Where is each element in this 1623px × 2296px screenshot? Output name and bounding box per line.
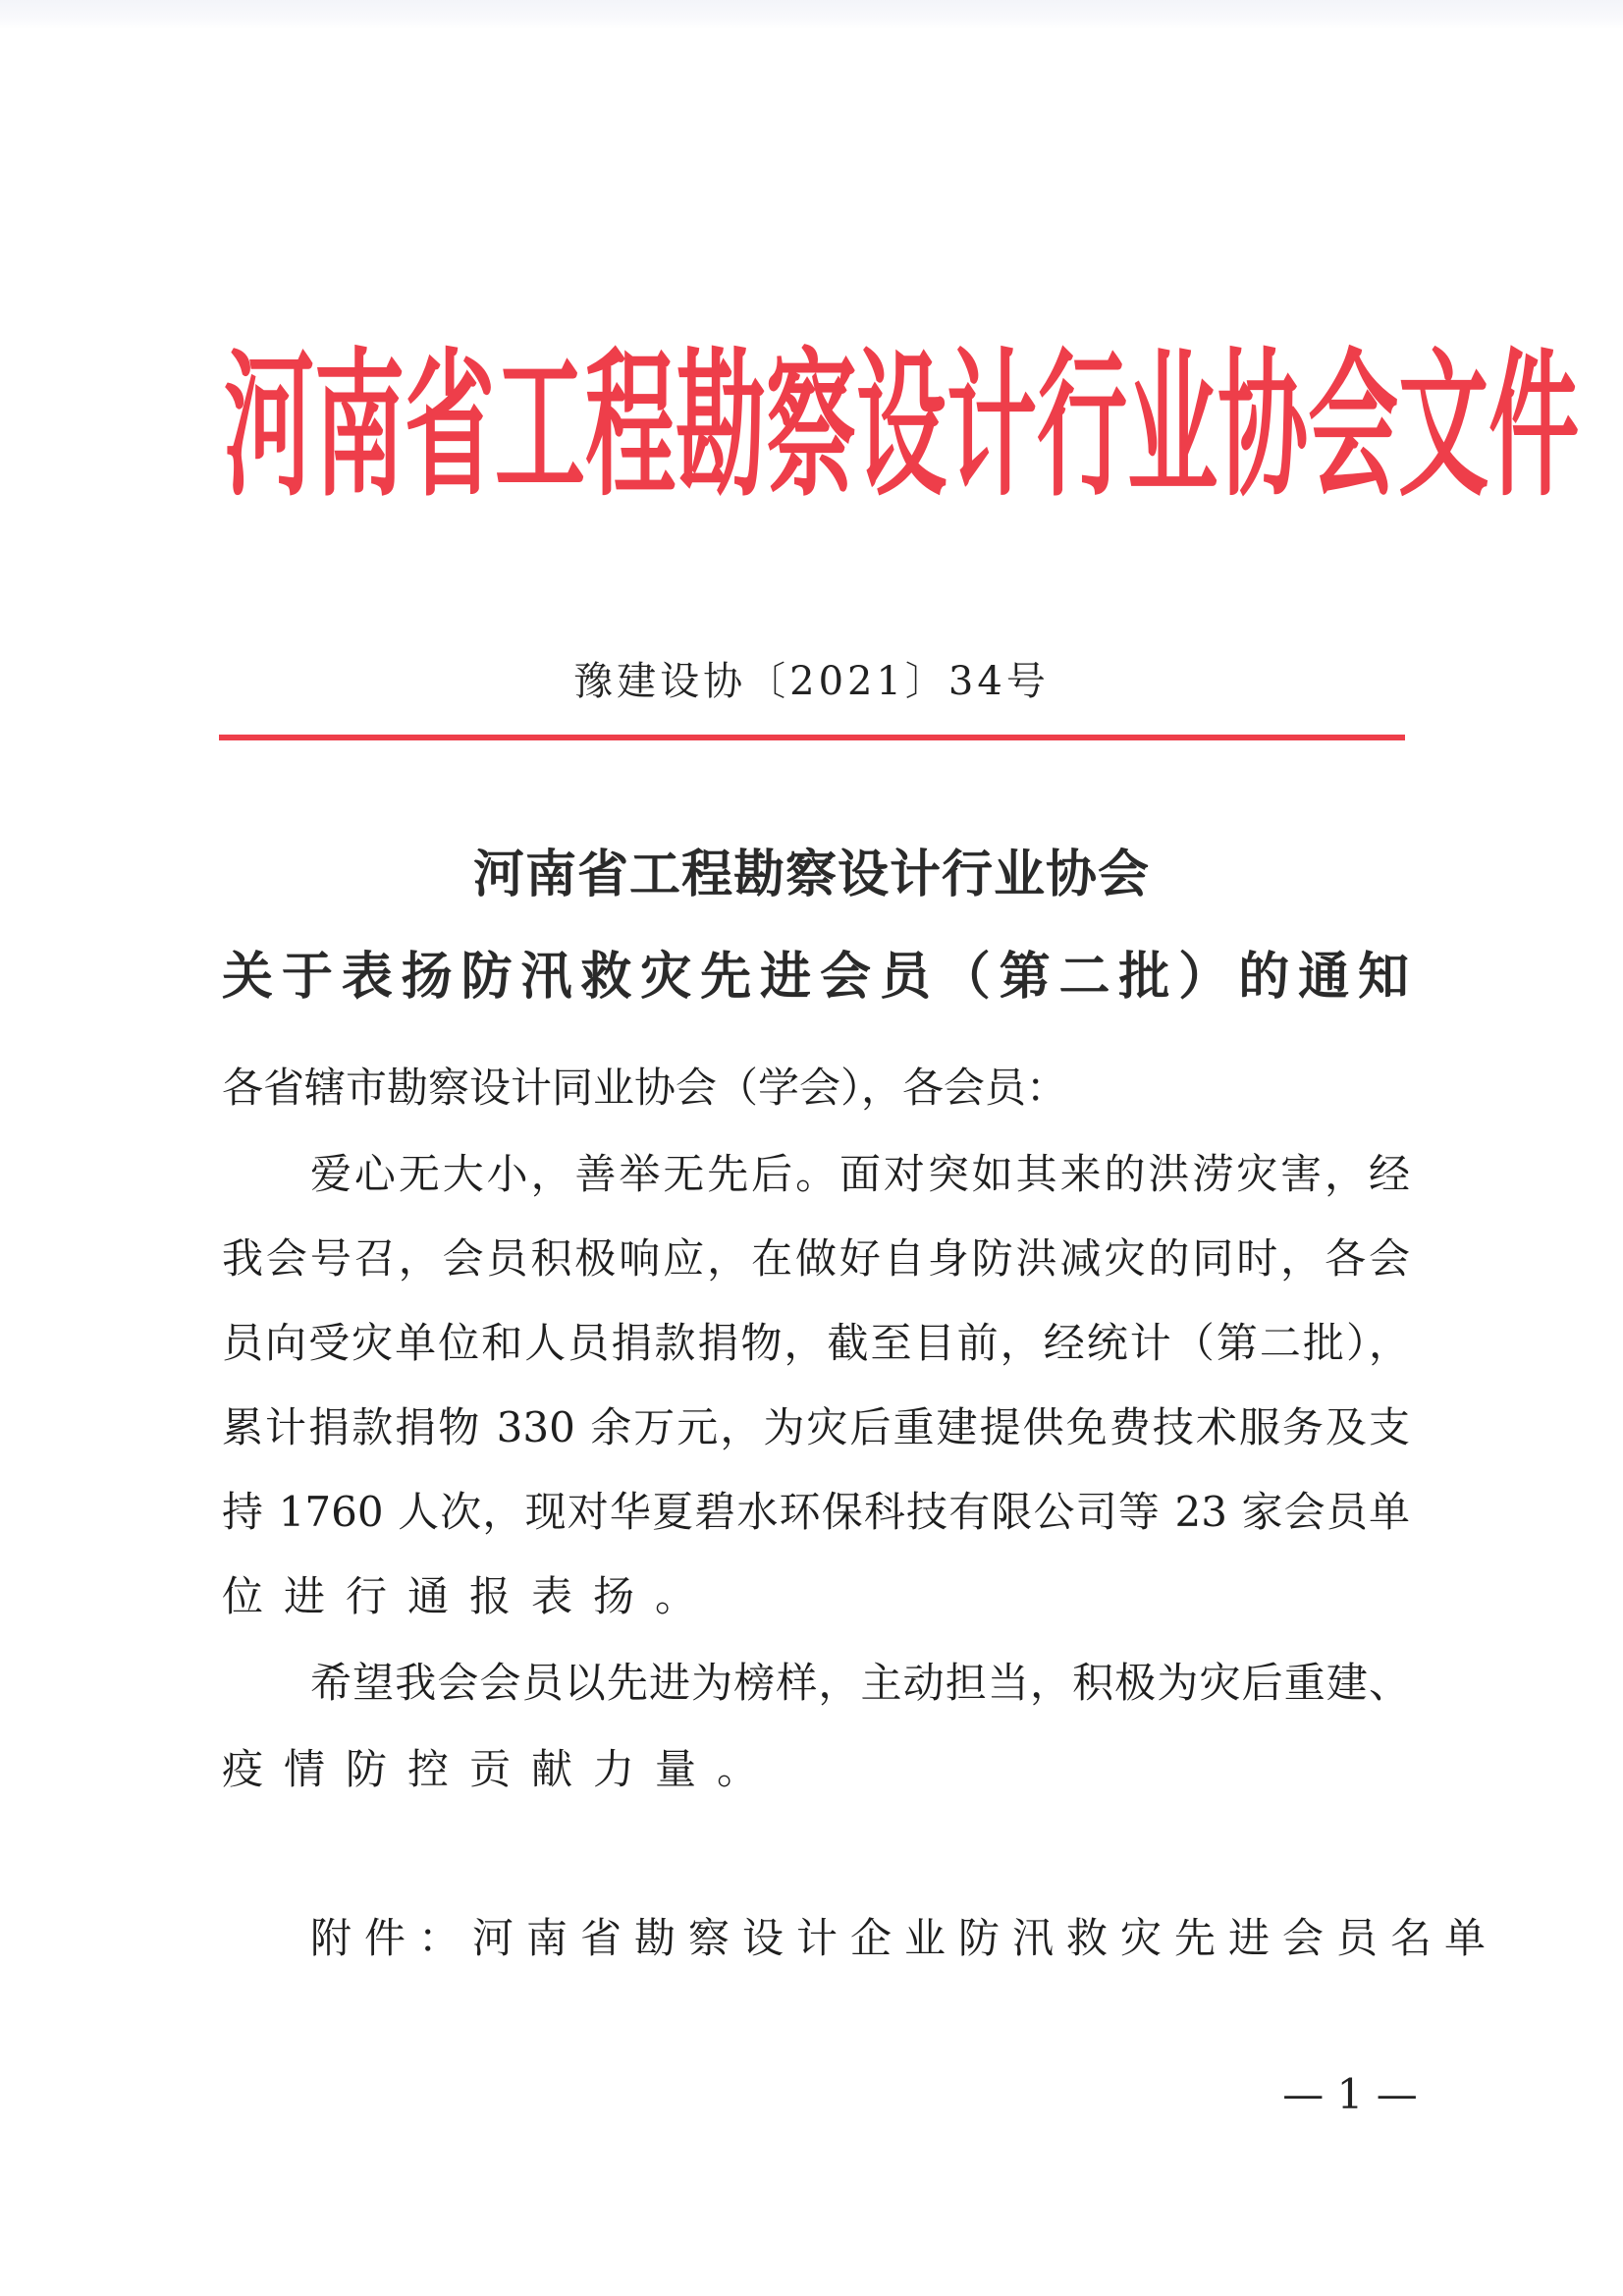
header-char: 计 — [947, 334, 1038, 519]
paragraph-1-line: 累计捐款捐物 330 余万元，为灾后重建提供免费技术服务及支 — [222, 1403, 1410, 1451]
header-char: 协 — [1217, 334, 1309, 519]
paragraph-1-line: 持 1760 人次，现对华夏碧水环保科技有限公司等 23 家会员单 — [222, 1488, 1410, 1536]
header-char: 程 — [585, 334, 676, 519]
header-char: 文 — [1398, 334, 1489, 519]
paragraph-2-line: 希望我会会员以先进为榜样，主动担当，积极为灾后重建、 — [310, 1659, 1410, 1707]
notice-title-line-2: 关于表扬防汛救灾先进会员（第二批）的通知 — [222, 948, 1410, 1007]
header-char: 省 — [405, 334, 496, 519]
header-char: 设 — [856, 334, 947, 519]
header-char: 业 — [1127, 334, 1218, 519]
header-char: 行 — [1037, 334, 1128, 519]
red-divider-line — [219, 735, 1405, 740]
header-char: 南 — [314, 334, 406, 519]
paragraph-1-line: 员向受灾单位和人员捐款捐物，截至目前，经统计（第二批）， — [222, 1319, 1410, 1367]
paragraph-1-line: 爱心无大小，善举无先后。面对突如其来的洪涝灾害，经 — [310, 1150, 1410, 1198]
header-char: 河 — [224, 334, 315, 519]
header-char: 察 — [766, 334, 857, 519]
header-char: 工 — [495, 334, 586, 519]
document-number: 豫建设协〔2021〕34号 — [573, 659, 1050, 704]
notice-title-line-1: 河南省工程勘察设计行业协会 — [472, 846, 1150, 904]
paragraph-1-line: 位进行通报表扬。 — [222, 1572, 718, 1620]
page-number: — 1 — — [1282, 2070, 1418, 2118]
header-char: 件 — [1488, 334, 1580, 519]
attachment-line: 附件：河南省勘察设计企业防汛救灾先进会员名单 — [310, 1914, 1499, 1962]
red-header-title — [224, 334, 1580, 519]
paragraph-2-line: 疫情防控贡献力量。 — [222, 1745, 780, 1793]
salutation: 各省辖市勘察设计同业协会（学会），各会员： — [222, 1064, 1068, 1112]
paragraph-1-line: 我会号召，会员积极响应，在做好自身防洪减灾的同时，各会 — [222, 1234, 1410, 1283]
header-char: 会 — [1308, 334, 1399, 519]
header-char: 勘 — [676, 334, 767, 519]
scan-edge-artifact — [0, 0, 1623, 29]
